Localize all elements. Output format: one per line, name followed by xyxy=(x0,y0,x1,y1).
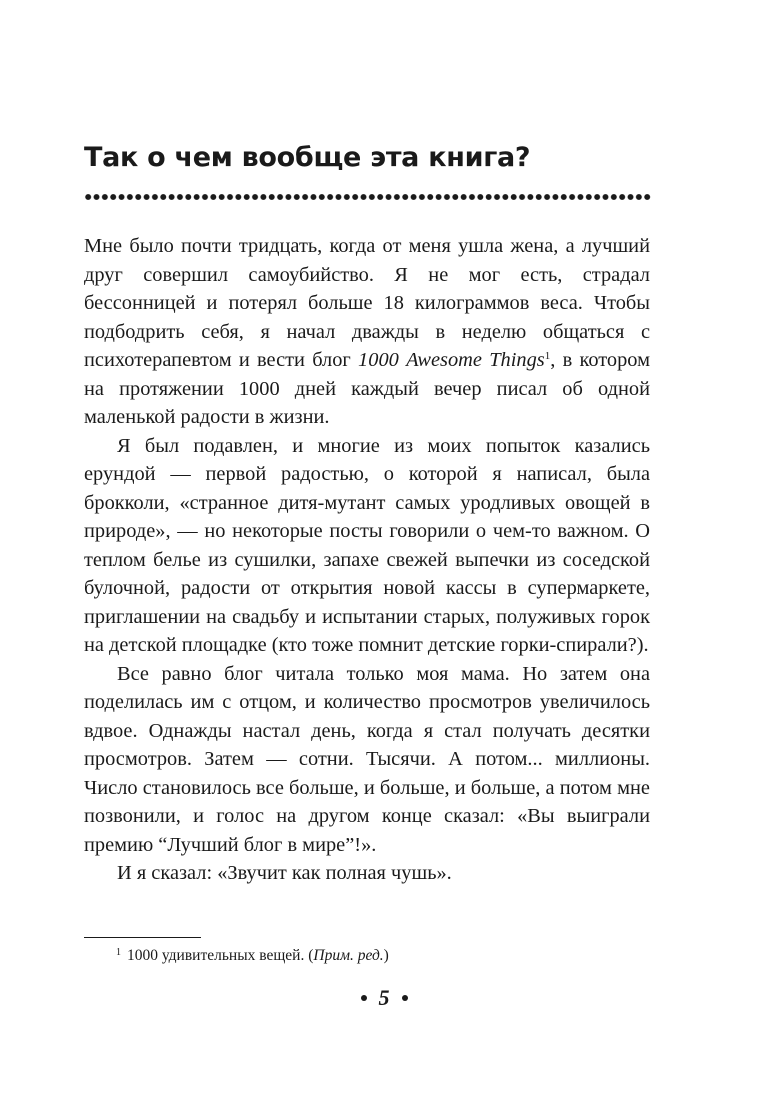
footnote-rule xyxy=(84,937,201,938)
body-text xyxy=(84,232,650,888)
footnote-text: 1000 удивительных вещей. ( xyxy=(127,947,314,964)
blog-title: 1000 Awesome Things xyxy=(358,349,545,371)
footnote-editor-note: Прим. ред. xyxy=(313,947,384,964)
paragraph-text: , в котором на протяжении 1000 дней каждый вечер писал об одной маленькой радости в жизни. xyxy=(84,349,651,428)
page-footer xyxy=(0,983,768,1013)
chapter-heading: Так о чем вообще эта книга? xyxy=(84,142,531,173)
page-number: 5 xyxy=(378,985,390,1010)
paragraph xyxy=(84,660,650,860)
paragraph xyxy=(84,232,650,432)
page-number-bullet-right xyxy=(402,995,408,1001)
paragraph-text: Мне было почти тридцать, когда от меня ушла жена, а лучший друг совершил самоубийство. Я не мог есть, страдал бессонницей и потерял больше 18 килограммов веса. Чтобы подбодрить себя, я начал дважды в неделю общаться с психотерапевтом и вести блог xyxy=(84,235,650,371)
page-number-bullet-left xyxy=(361,995,367,1001)
paragraph-text: Все равно блог читала только моя мама. Но затем она поделилась им с отцом, и количество просмотров увеличилось вдвое. Однажды настал день, когда я стал получать десятки просмотров. Затем — сотни. Тысячи. А потом... миллионы. Число становилось все больше, и больше, и больше, а потом мне позвонили, и голос на другом конце сказал: «Вы выиграли премию “Лучший блог в мире”!». xyxy=(84,662,650,856)
dotted-divider xyxy=(84,193,652,201)
footnote xyxy=(116,945,389,967)
paragraph-text: Я был подавлен, и многие из моих попыток казались ерундой — первой радостью, о которой я написал, была брокколи, «странное дитя-мутант самых уродливых овощей в природе», — но некоторые посты говорили о чем-то важном. О теплом белье из сушилки, запахе свежей выпечки из соседской булочной, радости от открытия новой кассы в супермаркете, приглашении на свадьбу и испытании старых, полуживых горок на детской площадке (кто тоже помнит детские горки-спирали?). xyxy=(84,434,650,656)
footnote-marker: 1 xyxy=(116,947,121,958)
paragraph-text: И я сказал: «Звучит как полная чушь». xyxy=(117,862,452,884)
paragraph xyxy=(84,859,650,888)
footnote-close: ) xyxy=(383,947,389,964)
paragraph xyxy=(84,432,650,660)
footnote-ref: 1 xyxy=(544,350,551,362)
